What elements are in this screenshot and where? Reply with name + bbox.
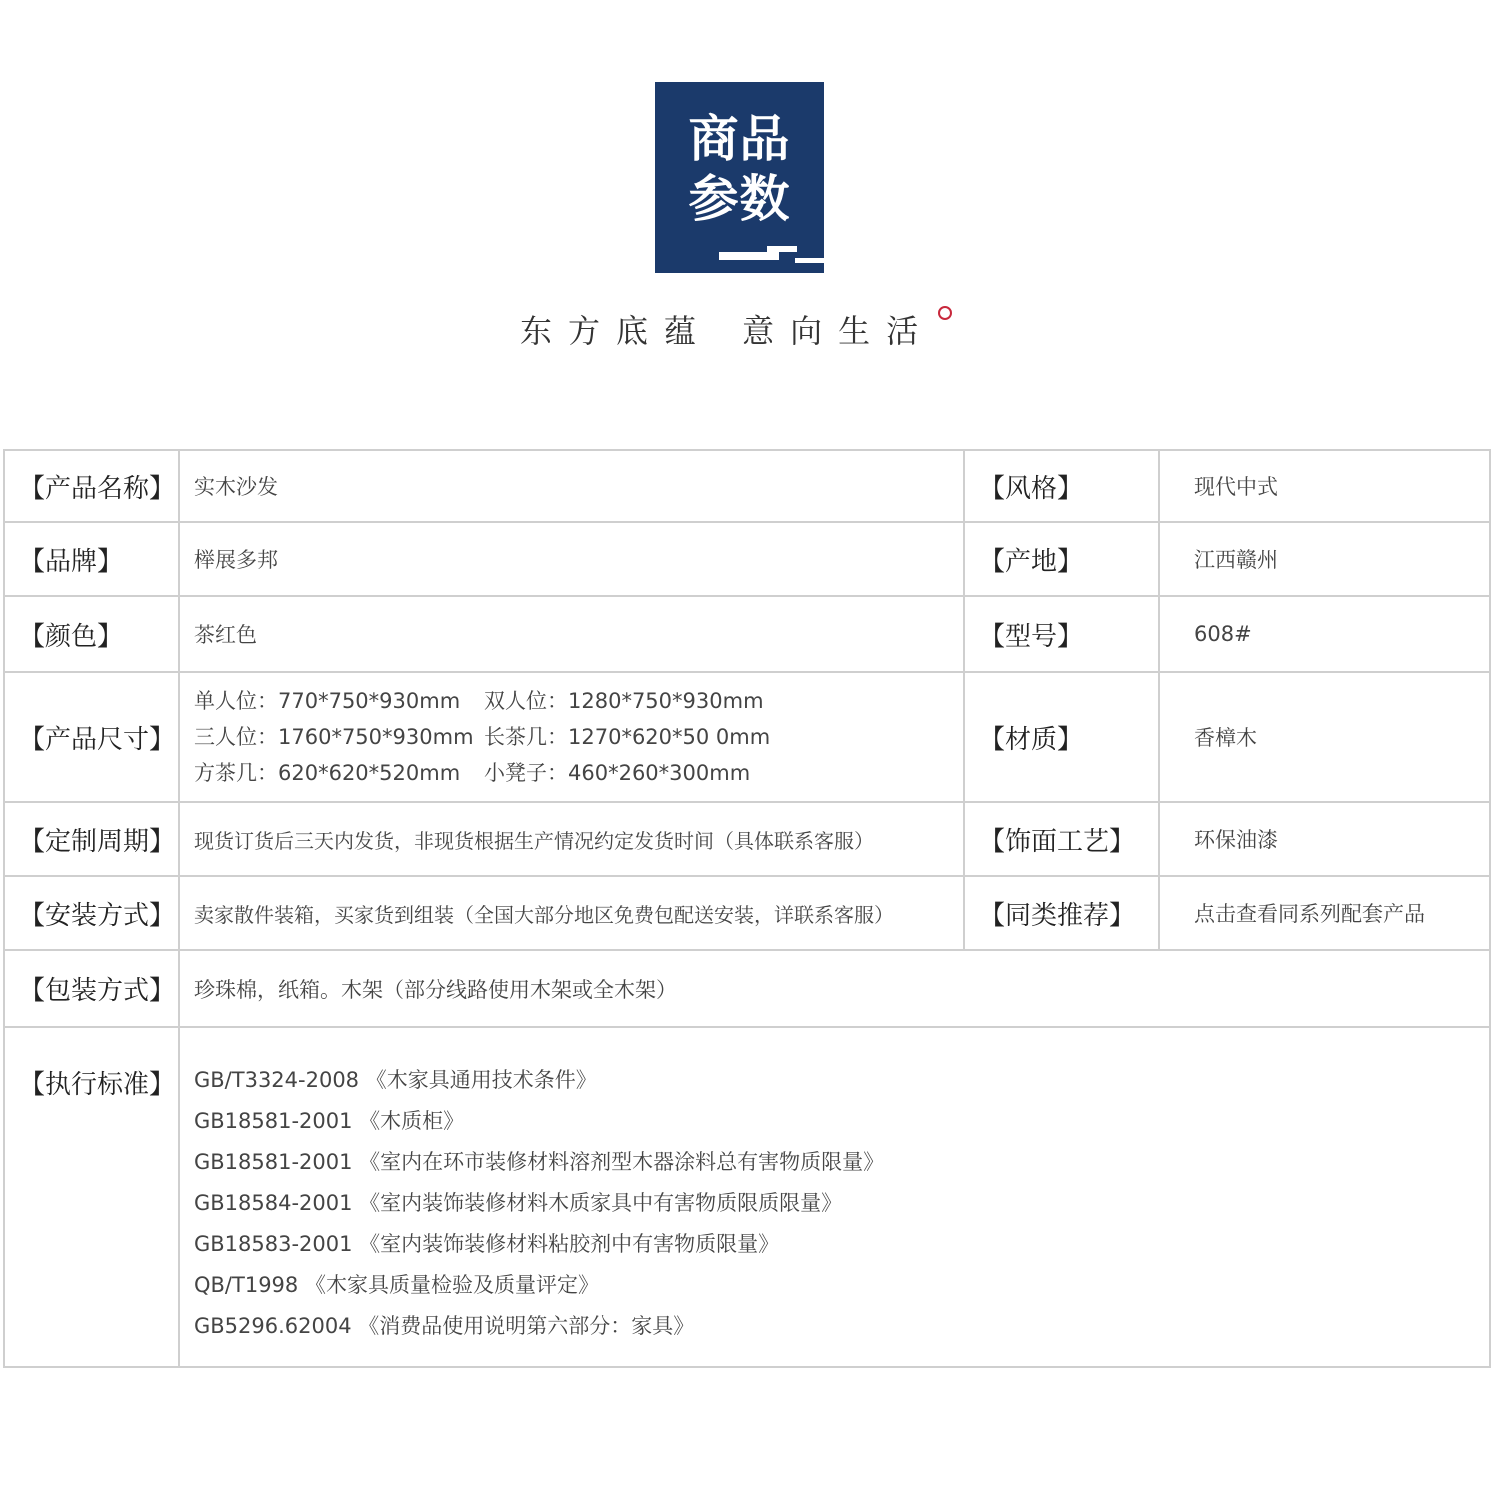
lead-time-label: 【定制周期】 — [4, 802, 179, 876]
install-value: 卖家散件装箱，买家货到组装（全国大部分地区免费包配送安装，详联系客服） — [179, 876, 964, 950]
spec-table — [3, 449, 1491, 1368]
slogan-char: 底 — [616, 312, 649, 350]
title-line-2: 参数 — [688, 169, 791, 228]
style-value: 现代中式 — [1159, 450, 1490, 522]
packing-label: 【包装方式】 — [4, 950, 179, 1027]
cloud-decoration-2 — [767, 246, 797, 252]
standards-label: 【执行标准】 — [4, 1027, 179, 1367]
slogan — [520, 306, 980, 352]
standard-item: GB18584-2001 《室内装饰装修材料木质家具中有害物质限质限量》 — [194, 1191, 843, 1215]
origin-value: 江西赣州 — [1159, 522, 1490, 596]
product-name-value: 实木沙发 — [179, 450, 964, 522]
standard-item: GB18583-2001 《室内装饰装修材料粘胶剂中有害物质限量》 — [194, 1232, 780, 1256]
table-row — [4, 1027, 1490, 1367]
standard-item: GB/T3324-2008 《木家具通用技术条件》 — [194, 1068, 597, 1092]
product-name-label: 【产品名称】 — [4, 450, 179, 522]
size-label: 【产品尺寸】 — [4, 672, 179, 802]
lead-time-value: 现货订货后三天内发货，非现货根据生产情况约定发货时间（具体联系客服） — [179, 802, 964, 876]
circle-mark-icon — [938, 306, 952, 320]
size-item: 单人位：770*750*930mm — [194, 689, 461, 713]
table-row — [4, 450, 1490, 522]
table-row — [4, 950, 1490, 1027]
standard-item: GB18581-2001 《室内在环市装修材料溶剂型木器涂料总有害物质限量》 — [194, 1150, 885, 1174]
table-row — [4, 522, 1490, 596]
standards-value — [179, 1027, 1490, 1367]
cloud-decoration-3 — [795, 258, 824, 263]
title-line-1: 商品 — [688, 109, 791, 168]
recommend-label: 【同类推荐】 — [964, 876, 1159, 950]
material-label: 【材质】 — [964, 672, 1159, 802]
slogan-char: 意 — [742, 312, 775, 350]
origin-label: 【产地】 — [964, 522, 1159, 596]
finish-label: 【饰面工艺】 — [964, 802, 1159, 876]
color-label: 【颜色】 — [4, 596, 179, 672]
standard-item: GB18581-2001 《木质柜》 — [194, 1109, 465, 1133]
size-item: 双人位：1280*750*930mm — [484, 689, 764, 713]
model-label: 【型号】 — [964, 596, 1159, 672]
style-label: 【风格】 — [964, 450, 1159, 522]
cloud-decoration — [719, 252, 779, 260]
brand-value: 榉展多邦 — [179, 522, 964, 596]
table-row — [4, 672, 1490, 802]
standard-item: QB/T1998 《木家具质量检验及质量评定》 — [194, 1273, 599, 1297]
table-row — [4, 596, 1490, 672]
brand-label: 【品牌】 — [4, 522, 179, 596]
slogan-char: 活 — [886, 312, 919, 350]
model-value: 608# — [1159, 596, 1490, 672]
title-badge — [655, 82, 824, 273]
slogan-char: 东 — [520, 312, 553, 350]
size-item: 三人位：1760*750*930mm — [194, 725, 474, 749]
slogan-char: 向 — [790, 312, 823, 350]
size-value — [179, 672, 964, 802]
standard-item: GB5296.62004 《消费品使用说明第六部分：家具》 — [194, 1314, 695, 1338]
size-item: 小凳子：460*260*300mm — [484, 761, 751, 785]
recommend-link[interactable]: 点击查看同系列配套产品 — [1159, 876, 1490, 950]
packing-value: 珍珠棉，纸箱。木架（部分线路使用木架或全木架） — [179, 950, 1490, 1027]
table-row — [4, 876, 1490, 950]
slogan-char: 方 — [568, 312, 601, 350]
install-label: 【安装方式】 — [4, 876, 179, 950]
slogan-char: 生 — [838, 312, 871, 350]
size-item: 方茶几：620*620*520mm — [194, 761, 461, 785]
color-value: 茶红色 — [179, 596, 964, 672]
material-value: 香樟木 — [1159, 672, 1490, 802]
table-row — [4, 802, 1490, 876]
slogan-char: 蕴 — [664, 312, 697, 350]
finish-value: 环保油漆 — [1159, 802, 1490, 876]
size-item: 长茶几：1270*620*50 0mm — [484, 725, 771, 749]
